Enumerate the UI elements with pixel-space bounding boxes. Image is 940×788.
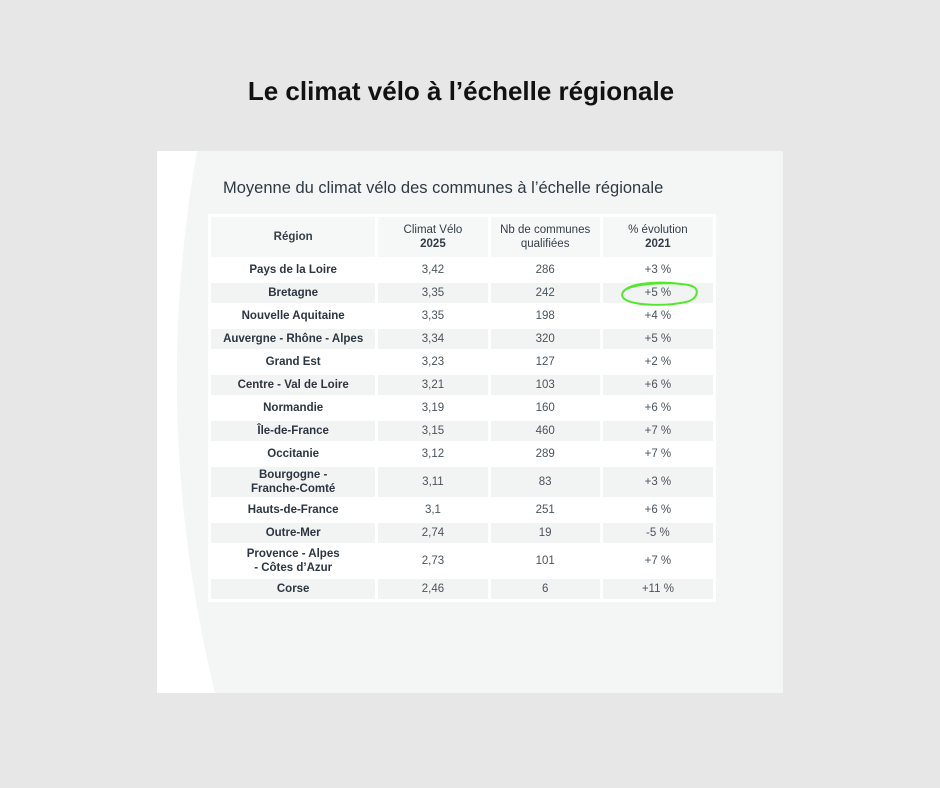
climat-cell: 3,12 [421, 448, 445, 460]
region-cell: Île-de-France [211, 421, 375, 441]
table-card [157, 151, 783, 693]
table-header-row [211, 217, 713, 257]
evolution-cell: +6 % [644, 402, 672, 414]
table-row [211, 260, 713, 280]
evolution-cell: -5 % [603, 523, 713, 543]
nb-communes-cell: 320 [491, 329, 600, 349]
table-row [211, 283, 713, 303]
region-cell: Bourgogne - Franche-Comté [211, 467, 375, 497]
header-region: Région [211, 217, 375, 257]
evolution-cell: +4 % [644, 310, 672, 322]
header-evolution: % évolution 2021 [603, 217, 713, 257]
regional-table [208, 214, 716, 602]
table-row [211, 421, 713, 441]
table-row [211, 467, 713, 497]
climat-cell: 3,42 [421, 264, 445, 276]
region-cell: Hauts-de-France [247, 504, 339, 516]
climat-cell: 3,21 [378, 375, 487, 395]
evolution-cell [603, 283, 713, 303]
table-row [211, 546, 713, 576]
climat-cell: 3,23 [421, 356, 445, 368]
climat-cell: 2,46 [378, 579, 487, 599]
region-cell: Pays de la Loire [249, 264, 337, 276]
nb-communes-cell: 83 [491, 467, 600, 497]
table-row [211, 523, 713, 543]
nb-communes-cell: 160 [535, 402, 555, 414]
climat-cell: 2,74 [378, 523, 487, 543]
climat-cell: 3,34 [378, 329, 487, 349]
table-row [211, 329, 713, 349]
region-cell: Nouvelle Aquitaine [241, 310, 345, 322]
table-row [211, 579, 713, 599]
nb-communes-cell: 19 [491, 523, 600, 543]
evolution-cell: +7 % [644, 555, 672, 567]
region-cell: Auvergne - Rhône - Alpes [211, 329, 375, 349]
evolution-cell: +5 % [603, 329, 713, 349]
region-cell: Normandie [263, 402, 324, 414]
nb-communes-cell: 460 [491, 421, 600, 441]
climat-cell: 3,35 [421, 310, 445, 322]
region-cell: Grand Est [265, 356, 321, 368]
nb-communes-cell: 286 [535, 264, 555, 276]
table-row [211, 306, 713, 326]
evolution-cell: +7 % [603, 421, 713, 441]
climat-cell: 2,73 [421, 555, 445, 567]
nb-communes-cell: 289 [535, 448, 555, 460]
region-cell: Provence - Alpes - Côtes d’Azur [246, 548, 340, 574]
evolution-cell: +11 % [603, 579, 713, 599]
table-row [211, 398, 713, 418]
climat-cell: 3,19 [421, 402, 445, 414]
evolution-cell: +3 % [603, 467, 713, 497]
nb-communes-cell: 103 [491, 375, 600, 395]
region-cell: Bretagne [211, 283, 375, 303]
page-title: Le climat vélo à l’échelle régionale [247, 76, 675, 106]
header-nb-communes: Nb de communes qualifiées [491, 217, 600, 257]
header-climat-velo: Climat Vélo 2025 [378, 217, 487, 257]
region-cell: Occitanie [267, 448, 320, 460]
table-row [211, 444, 713, 464]
nb-communes-cell: 6 [491, 579, 600, 599]
evolution-cell: +2 % [644, 356, 672, 368]
evolution-cell: +7 % [644, 448, 672, 460]
climat-cell: 3,11 [378, 467, 487, 497]
region-cell: Corse [211, 579, 375, 599]
nb-communes-cell: 251 [535, 504, 555, 516]
climat-cell: 3,15 [378, 421, 487, 441]
nb-communes-cell: 127 [535, 356, 555, 368]
evolution-value: +5 % [644, 287, 672, 299]
region-cell: Centre - Val de Loire [211, 375, 375, 395]
table-row [211, 352, 713, 372]
nb-communes-cell: 198 [535, 310, 555, 322]
nb-communes-cell: 101 [535, 555, 555, 567]
table-row [211, 375, 713, 395]
climat-cell: 3,1 [424, 504, 441, 516]
climat-cell: 3,35 [378, 283, 487, 303]
table-row [211, 500, 713, 520]
evolution-cell: +3 % [644, 264, 672, 276]
evolution-cell: +6 % [603, 375, 713, 395]
nb-communes-cell: 242 [491, 283, 600, 303]
evolution-cell: +6 % [644, 504, 672, 516]
region-cell: Outre-Mer [211, 523, 375, 543]
highlighted-value [645, 286, 672, 300]
table-title: Moyenne du climat vélo des communes à l’échelle régionale [223, 179, 664, 197]
